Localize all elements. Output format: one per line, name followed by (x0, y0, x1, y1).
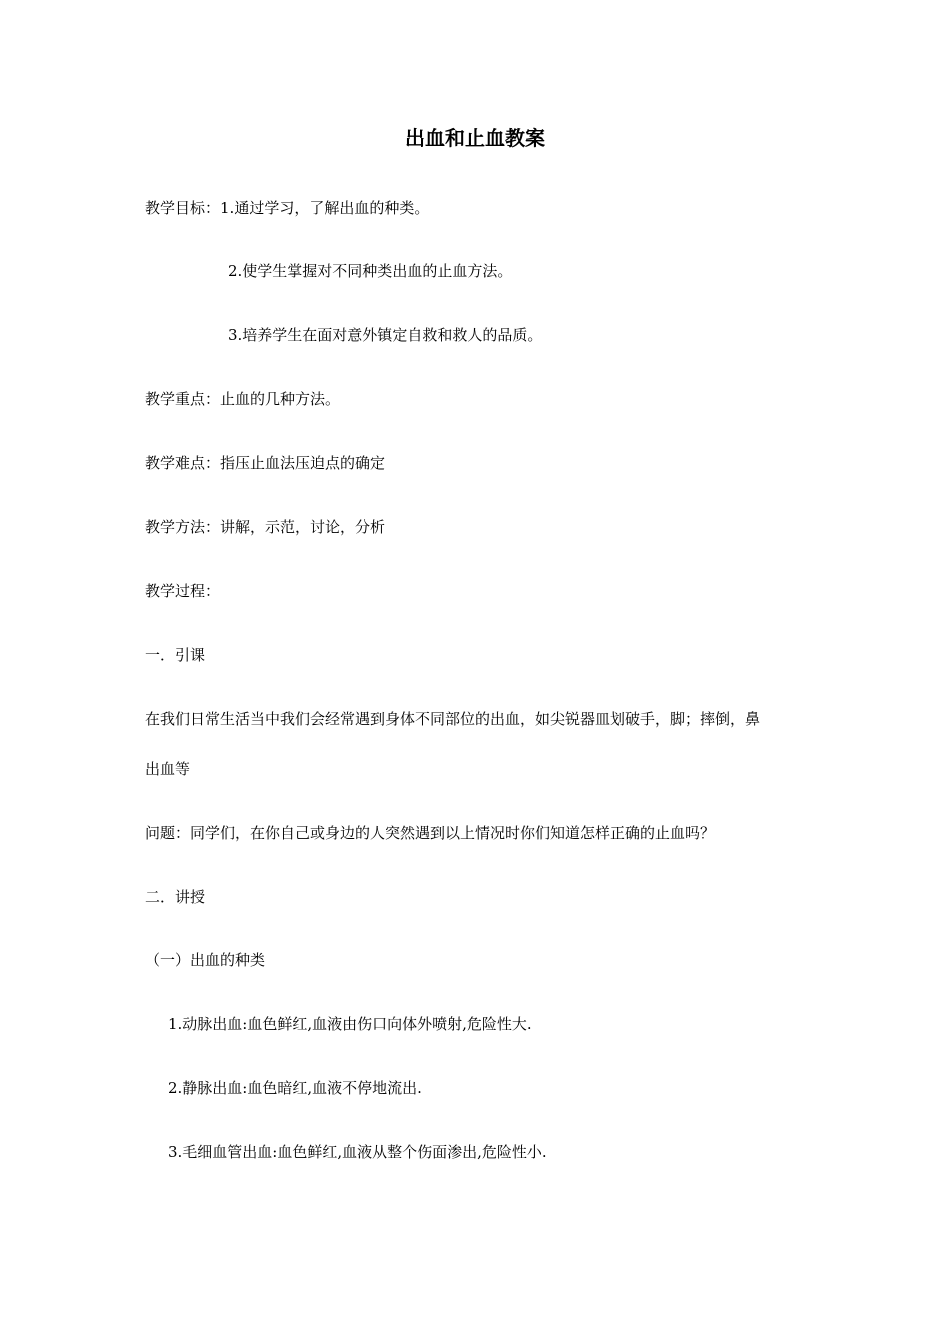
bleeding-type-3: 3.毛细血管出血:血色鲜红,血液从整个伤面渗出,危险性小. (168, 1143, 547, 1161)
section-1-question: 问题：同学们，在你自己或身边的人突然遇到以上情况时你们知道怎样正确的止血吗？ (145, 824, 716, 842)
bleeding-type-2: 2.静脉出血:血色暗红,血液不停地流出. (168, 1079, 422, 1097)
document-title: 出血和止血教案 (405, 126, 545, 150)
section-2-heading: 二．讲授 (145, 888, 206, 906)
objective-item-1: 1.通过学习，了解出血的种类。 (220, 199, 430, 217)
teaching-methods: 教学方法：讲解，示范，讨论，分析 (145, 518, 386, 536)
difficulty: 教学难点：指压止血法压迫点的确定 (145, 454, 386, 472)
section-1-paragraph-line-2: 出血等 (145, 760, 191, 778)
objectives-line-1 (145, 198, 429, 218)
objectives-label: 教学目标： (145, 199, 221, 217)
key-point: 教学重点：止血的几种方法。 (145, 390, 341, 408)
teaching-process: 教学过程： (145, 582, 221, 600)
section-2-sub-heading: （一）出血的种类 (145, 951, 266, 969)
bleeding-type-1: 1.动脉出血:血色鲜红,血液由伤口向体外喷射,危险性大. (168, 1015, 532, 1033)
section-1-heading: 一．引课 (145, 646, 206, 664)
section-1-paragraph-line-1: 在我们日常生活当中我们会经常遇到身体不同部位的出血，如尖锐器皿划破手，脚；摔倒，鼻 (145, 710, 761, 728)
objective-item-3: 3.培养学生在面对意外镇定自救和救人的品质。 (228, 326, 543, 344)
objective-item-2: 2.使学生掌握对不同种类出血的止血方法。 (228, 262, 513, 280)
